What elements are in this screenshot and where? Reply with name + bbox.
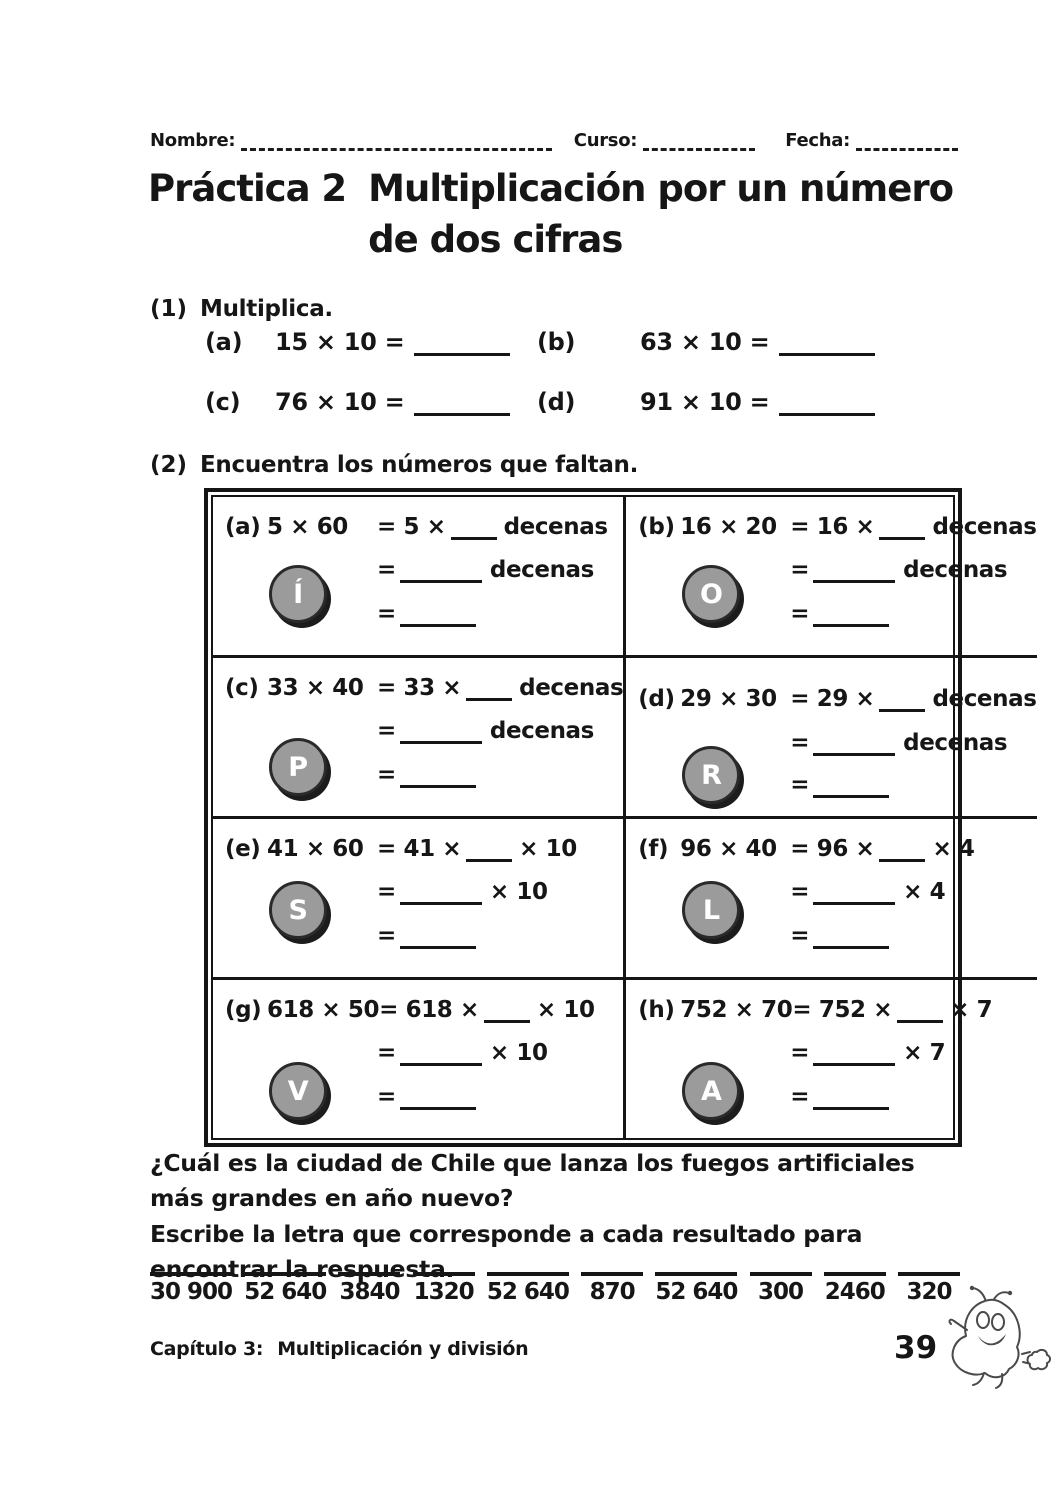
letter-circle: P <box>269 738 327 796</box>
section2-instruction: Encuentra los números que faltan. <box>200 452 639 478</box>
cell-line3 <box>790 601 889 627</box>
equals-sign: = <box>377 718 396 744</box>
cell-expression: 16 × 20 <box>680 514 777 540</box>
riddle-question <box>150 1146 962 1287</box>
cell-line2 <box>790 557 1007 583</box>
curso-write-line <box>643 133 755 151</box>
letter-circle: S <box>269 881 327 939</box>
puzzle-cell-a <box>213 497 626 658</box>
cell-expression: 96 × 40 <box>680 836 777 862</box>
problem-expression: 91 × 10 = <box>640 388 770 416</box>
puzzle-cell-f <box>626 819 1036 980</box>
eq2-suffix: decenas <box>489 557 594 583</box>
cell-line3 <box>377 762 476 788</box>
answer-blank <box>813 795 889 798</box>
letter-circle: O <box>682 565 740 623</box>
chapter-title: Multiplicación y división <box>277 1338 529 1360</box>
answer-blank <box>879 537 925 540</box>
nombre-write-line <box>241 133 552 151</box>
cell-line2 <box>790 730 1007 756</box>
eq1-suffix: decenas <box>932 686 1037 712</box>
answer-blank <box>813 946 889 949</box>
letter-circle: Í <box>269 565 327 623</box>
cell-line2 <box>377 1040 548 1066</box>
cell-line1 <box>626 980 1036 1023</box>
problem-row <box>537 328 875 356</box>
eq1-prefix: = 41 × <box>377 836 462 862</box>
problem-row <box>537 388 875 416</box>
answer-blank <box>813 1063 895 1066</box>
cell-line1 <box>213 980 623 1023</box>
equals-sign: = <box>790 923 810 949</box>
cell-label: (g) <box>225 997 262 1023</box>
puzzle-cell-b <box>626 497 1036 658</box>
letter-write-line <box>413 1272 475 1276</box>
problem-expression: 63 × 10 = <box>640 328 770 356</box>
cell-label: (c) <box>225 675 259 701</box>
answer-value: 52 640 <box>655 1279 738 1305</box>
answer-value: 3840 <box>339 1279 400 1305</box>
letter-write-line <box>487 1272 569 1276</box>
eq1-suffix: decenas <box>932 514 1037 540</box>
puzzle-table-inner <box>211 495 1037 1140</box>
letter-write-line <box>581 1272 643 1276</box>
title-text <box>368 163 953 265</box>
problem-label: (c) <box>205 388 241 416</box>
eq2-suffix: decenas <box>903 730 1008 756</box>
answer-value: 870 <box>589 1279 635 1305</box>
answer-value: 1320 <box>413 1279 474 1305</box>
cell-label: (h) <box>638 997 675 1023</box>
letter-write-line <box>824 1272 886 1276</box>
eq2-suffix: decenas <box>489 718 594 744</box>
answer-blank <box>400 1063 482 1066</box>
cell-line3 <box>377 923 476 949</box>
cell-line2 <box>377 879 548 905</box>
answer-value: 320 <box>906 1279 952 1305</box>
answer-blank <box>779 413 875 416</box>
eq1-prefix: = 16 × <box>790 514 875 540</box>
equals-sign: = <box>790 730 810 756</box>
answer-slot <box>750 1272 812 1305</box>
cell-label: (b) <box>638 514 675 540</box>
cell-label: (d) <box>638 686 675 712</box>
answer-blank <box>466 859 512 862</box>
eq1-suffix: decenas <box>503 514 608 540</box>
answer-blank <box>879 709 925 712</box>
cell-line1 <box>626 497 1036 540</box>
cell-line1 <box>213 819 623 862</box>
problem-row <box>205 328 510 356</box>
letter-write-line <box>655 1272 737 1276</box>
eq2-suffix: decenas <box>903 557 1008 583</box>
eq1-suffix: × 10 <box>519 836 577 862</box>
equals-sign: = <box>377 923 396 949</box>
equals-sign: = <box>790 879 810 905</box>
answer-blank <box>400 741 482 744</box>
riddle-instruction-text: Escribe la letra que corresponde a cada resultado para encontrar la respuesta. <box>150 1219 863 1283</box>
practice-number: Práctica 2 <box>148 167 347 210</box>
answer-strip <box>150 1272 960 1305</box>
answer-slot <box>338 1272 400 1305</box>
answer-value: 2460 <box>824 1279 885 1305</box>
cell-expression: 752 × 70 <box>680 997 793 1023</box>
problem-row <box>205 388 510 416</box>
cell-line3 <box>790 1084 889 1110</box>
eq1-prefix: = 752 × <box>792 997 893 1023</box>
eq2-suffix: × 7 <box>903 1040 946 1066</box>
answer-blank <box>897 1020 943 1023</box>
equals-sign: = <box>790 601 810 627</box>
letter-circle: A <box>682 1062 740 1120</box>
cell-line1 <box>213 497 623 540</box>
letter-circle: V <box>269 1062 327 1120</box>
equals-sign: = <box>790 772 810 798</box>
equals-sign: = <box>790 557 810 583</box>
answer-blank <box>813 624 889 627</box>
puzzle-cell-c <box>213 658 626 819</box>
section2-number: (2) <box>150 452 188 478</box>
answer-slot <box>150 1272 232 1305</box>
puzzle-cell-g <box>213 980 626 1138</box>
page-number: 39 <box>894 1330 938 1366</box>
equals-sign: = <box>377 1040 396 1066</box>
answer-slot <box>655 1272 737 1305</box>
chapter-label: Capítulo 3: <box>150 1338 264 1360</box>
answer-blank <box>414 353 510 356</box>
section1-instruction: Multiplica. <box>200 296 333 322</box>
cell-line1 <box>626 658 1036 712</box>
cell-line3 <box>790 923 889 949</box>
answer-blank <box>813 753 895 756</box>
answer-slot <box>824 1272 886 1305</box>
cell-expression: 5 × 60 <box>267 514 348 540</box>
problem-expression: 15 × 10 = <box>275 328 405 356</box>
eq1-prefix: = 5 × <box>377 514 446 540</box>
cell-line2 <box>377 557 594 583</box>
equals-sign: = <box>790 1040 810 1066</box>
letter-write-line <box>750 1272 812 1276</box>
answer-blank <box>813 1107 889 1110</box>
letter-circle: R <box>682 746 740 804</box>
answer-blank <box>400 902 482 905</box>
cell-line1 <box>626 819 1036 862</box>
puzzle-cell-h <box>626 980 1036 1138</box>
eq1-prefix: = 33 × <box>377 675 462 701</box>
curso-label: Curso: <box>573 130 638 151</box>
equals-sign: = <box>377 601 396 627</box>
eq1-suffix: × 7 <box>950 997 993 1023</box>
eq2-suffix: × 10 <box>489 879 548 905</box>
eq1-suffix: × 4 <box>932 836 975 862</box>
answer-blank <box>400 946 476 949</box>
cell-expression: 29 × 30 <box>680 686 777 712</box>
answer-blank <box>400 1107 476 1110</box>
answer-value: 30 900 <box>150 1279 233 1305</box>
puzzle-table <box>204 488 1037 1147</box>
problem-expression: 76 × 10 = <box>275 388 405 416</box>
mascot-creature-icon <box>940 1282 1052 1404</box>
eq1-suffix: × 10 <box>536 997 595 1023</box>
letter-write-line <box>244 1272 326 1276</box>
section1-number: (1) <box>150 296 188 322</box>
cell-label: (e) <box>225 836 261 862</box>
problem-label: (a) <box>205 328 243 356</box>
title-line1: Multiplicación por un número <box>368 167 953 210</box>
equals-sign: = <box>377 557 396 583</box>
page-title <box>148 163 953 265</box>
fecha-write-line <box>856 133 958 151</box>
eq2-suffix: × 10 <box>489 1040 548 1066</box>
answer-value: 52 640 <box>244 1279 327 1305</box>
cell-line2 <box>790 1040 945 1066</box>
cell-expression: 41 × 60 <box>267 836 364 862</box>
eq2-suffix: × 4 <box>903 879 946 905</box>
puzzle-cell-d <box>626 658 1036 819</box>
answer-blank <box>414 413 510 416</box>
puzzle-cell-e <box>213 819 626 980</box>
problem-label: (d) <box>537 388 576 416</box>
header-row <box>150 130 958 151</box>
answer-blank <box>400 785 476 788</box>
title-line2: de dos cifras <box>368 218 623 262</box>
answer-blank <box>466 698 512 701</box>
nombre-label: Nombre: <box>150 130 236 151</box>
answer-value: 52 640 <box>486 1279 569 1305</box>
answer-blank <box>879 859 925 862</box>
cell-line3 <box>377 1084 476 1110</box>
fecha-label: Fecha: <box>785 130 850 151</box>
equals-sign: = <box>790 1084 810 1110</box>
answer-slot <box>487 1272 569 1305</box>
eq1-prefix: = 96 × <box>790 836 875 862</box>
equals-sign: = <box>377 879 396 905</box>
eq1-prefix: = 618 × <box>379 997 479 1023</box>
cell-expression: 33 × 40 <box>267 675 364 701</box>
letter-circle: L <box>682 881 740 939</box>
letter-write-line <box>898 1272 960 1276</box>
cell-line2 <box>790 879 945 905</box>
equals-sign: = <box>377 1084 396 1110</box>
answer-slot <box>581 1272 643 1305</box>
answer-slot <box>413 1272 475 1305</box>
answer-blank <box>451 537 497 540</box>
answer-blank <box>400 624 476 627</box>
cell-label: (f) <box>638 836 669 862</box>
answer-blank <box>400 580 482 583</box>
problem-label: (b) <box>537 328 576 356</box>
footer-chapter <box>150 1338 528 1360</box>
answer-blank <box>484 1020 530 1023</box>
cell-expression: 618 × 50 <box>267 997 380 1023</box>
answer-blank <box>813 580 895 583</box>
cell-line2 <box>377 718 594 744</box>
eq1-suffix: decenas <box>519 675 624 701</box>
letter-write-line <box>150 1272 232 1276</box>
equals-sign: = <box>377 762 396 788</box>
cell-line1 <box>213 658 623 701</box>
answer-value: 300 <box>758 1279 804 1305</box>
riddle-question-text: ¿Cuál es la ciudad de Chile que lanza los fuegos artificiales más grandes en año nuevo? <box>150 1149 915 1213</box>
cell-line3 <box>377 601 476 627</box>
answer-blank <box>779 353 875 356</box>
answer-blank <box>813 902 895 905</box>
letter-write-line <box>338 1272 400 1276</box>
cell-label: (a) <box>225 514 261 540</box>
eq1-prefix: = 29 × <box>790 686 875 712</box>
cell-line3 <box>790 772 889 798</box>
answer-slot <box>244 1272 326 1305</box>
